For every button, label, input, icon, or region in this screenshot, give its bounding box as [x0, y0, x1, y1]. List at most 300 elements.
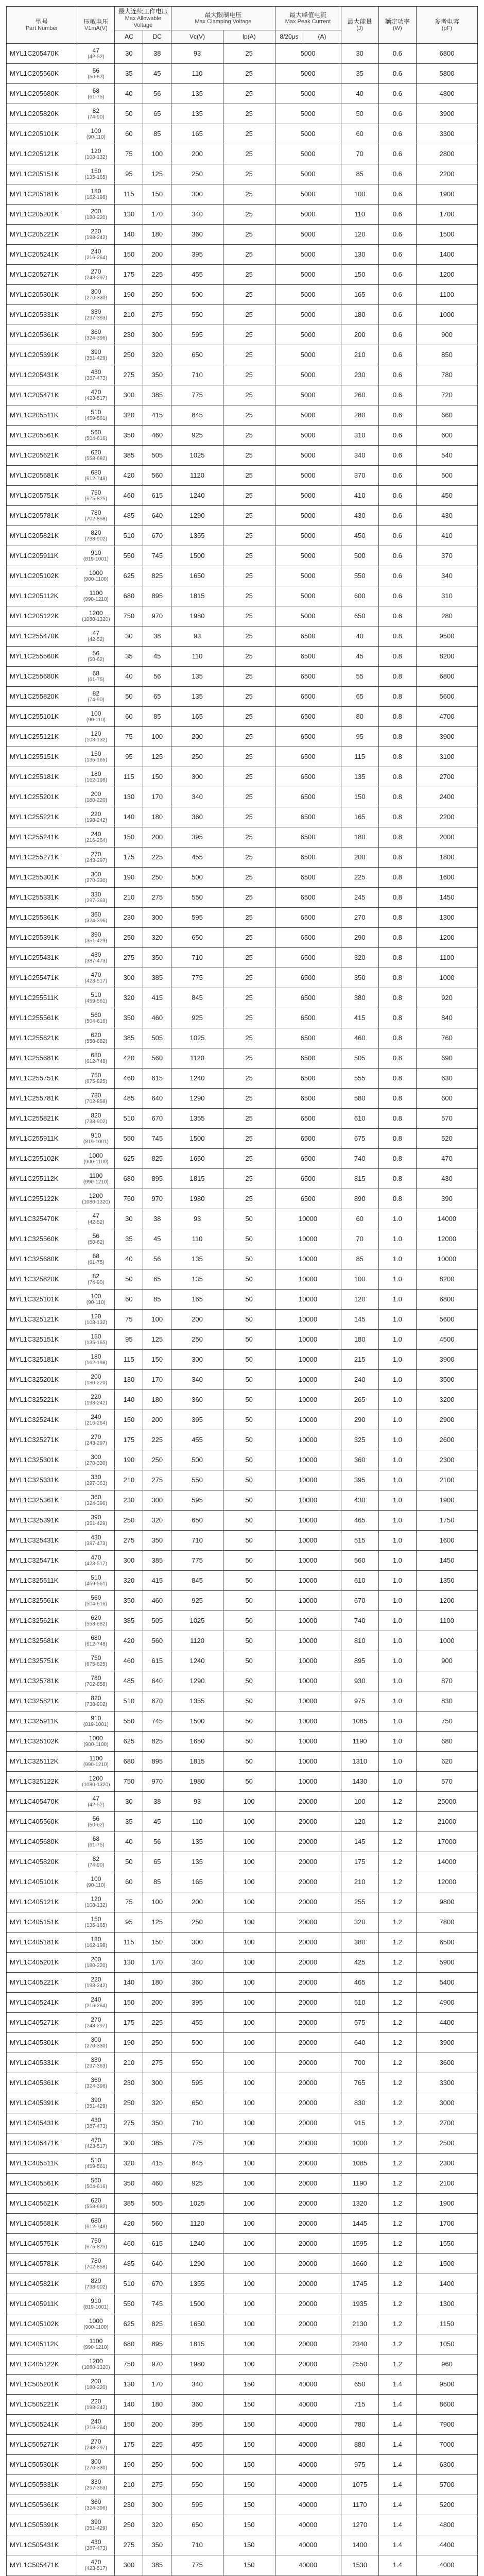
cell-ip: 150: [223, 2395, 275, 2415]
cell-part: MYL1C205271K: [7, 265, 77, 285]
cell-capacitance: 4500: [416, 1330, 477, 1350]
varistor-voltage-range: (243-297): [84, 275, 108, 281]
cell-varistor-voltage: [77, 1752, 115, 1772]
cell-ip: 100: [223, 1832, 275, 1852]
cell-vc: 93: [171, 1209, 223, 1229]
cell-ac: 385: [115, 1028, 143, 1048]
table-row: [7, 44, 478, 64]
cell-ip: 25: [223, 64, 275, 84]
varistor-voltage-value: 180: [91, 770, 101, 777]
cell-surge: 5000: [275, 285, 341, 305]
varistor-voltage-value: 470: [91, 971, 101, 978]
cell-energy: 270: [341, 908, 378, 928]
cell-dc: 56: [143, 1832, 171, 1852]
cell-energy: 180: [341, 1330, 378, 1350]
cell-varistor-voltage: [77, 1691, 115, 1711]
cell-power: 0.6: [378, 586, 416, 606]
varistor-voltage-range: (324-396): [84, 335, 108, 342]
cell-part: MYL1C255221K: [7, 807, 77, 827]
table-row: [7, 1651, 478, 1671]
cell-power: 0.6: [378, 225, 416, 245]
cell-power: 1.2: [378, 2194, 416, 2214]
cell-vc: 1025: [171, 446, 223, 466]
cell-part: MYL1C505241K: [7, 2415, 77, 2435]
cell-power: 0.8: [378, 727, 416, 747]
varistor-voltage-range: (387-473): [84, 958, 108, 964]
cell-varistor-voltage: [77, 1450, 115, 1470]
cell-capacitance: 9800: [416, 1892, 477, 1912]
cell-part: MYL1C255681K: [7, 1048, 77, 1069]
cell-varistor-voltage: [77, 345, 115, 365]
cell-energy: 2340: [341, 2334, 378, 2354]
varistor-voltage-value: 470: [91, 388, 101, 396]
cell-surge: 6500: [275, 1069, 341, 1089]
varistor-voltage-value: 910: [91, 2297, 101, 2304]
varistor-voltage-range: (61-75): [88, 94, 105, 100]
cell-capacitance: 6800: [416, 667, 477, 687]
cell-varistor-voltage: [77, 1008, 115, 1028]
cell-ac: 625: [115, 2314, 143, 2334]
cell-varistor-voltage: [77, 1812, 115, 1832]
cell-surge: 6500: [275, 848, 341, 868]
cell-power: 1.4: [378, 2475, 416, 2495]
table-row: [7, 1149, 478, 1169]
cell-ip: 50: [223, 1611, 275, 1631]
varistor-voltage-range: (459-561): [84, 416, 108, 422]
cell-capacitance: 600: [416, 426, 477, 446]
cell-surge: 5000: [275, 486, 341, 506]
varistor-voltage-range: (270-330): [84, 2043, 108, 2049]
table-row: [7, 285, 478, 305]
cell-ip: 100: [223, 1812, 275, 1832]
cell-vc: 455: [171, 848, 223, 868]
table-row: [7, 2013, 478, 2033]
cell-dc: 560: [143, 2214, 171, 2234]
cell-ac: 485: [115, 506, 143, 526]
cell-part: MYL1C205681K: [7, 466, 77, 486]
cell-dc: 670: [143, 1109, 171, 1129]
cell-part: MYL1C405331K: [7, 2053, 77, 2073]
cell-vc: 360: [171, 1973, 223, 1993]
cell-surge: 6500: [275, 747, 341, 767]
cell-power: 0.8: [378, 1069, 416, 1089]
cell-dc: 56: [143, 1249, 171, 1269]
cell-varistor-voltage: [77, 2073, 115, 2093]
cell-energy: 40: [341, 84, 378, 104]
cell-capacitance: 840: [416, 1008, 477, 1028]
cell-varistor-voltage: [77, 1370, 115, 1390]
table-row: [7, 1732, 478, 1752]
cell-ip: 100: [223, 2314, 275, 2334]
cell-vc: 1980: [171, 606, 223, 626]
cell-vc: 1290: [171, 2254, 223, 2274]
cell-varistor-voltage: [77, 1993, 115, 2013]
cell-capacitance: 5900: [416, 1953, 477, 1973]
cell-varistor-voltage: [77, 1089, 115, 1109]
cell-varistor-voltage: [77, 2375, 115, 2395]
varistor-voltage-range: (74-90): [88, 114, 105, 121]
cell-surge: 20000: [275, 1812, 341, 1832]
cell-ac: 130: [115, 787, 143, 807]
cell-dc: 45: [143, 1812, 171, 1832]
varistor-voltage-value: 1200: [89, 609, 103, 617]
cell-power: 0.6: [378, 426, 416, 446]
cell-vc: 360: [171, 807, 223, 827]
cell-ac: 140: [115, 2395, 143, 2415]
varistor-voltage-range: (74-90): [88, 1280, 105, 1286]
varistor-voltage-value: 910: [91, 1131, 101, 1139]
cell-varistor-voltage: [77, 1611, 115, 1631]
cell-capacitance: 500: [416, 466, 477, 486]
cell-energy: 165: [341, 285, 378, 305]
cell-varistor-voltage: [77, 305, 115, 325]
varistor-voltage-range: (135-165): [84, 757, 108, 764]
cell-ac: 680: [115, 1169, 143, 1189]
varistor-voltage-value: 1000: [89, 569, 103, 577]
cell-surge: 5000: [275, 84, 341, 104]
cell-part: MYL1C405241K: [7, 1993, 77, 2013]
cell-surge: 20000: [275, 1973, 341, 1993]
cell-varistor-voltage: [77, 2535, 115, 2555]
varistor-voltage-range: (702-858): [84, 516, 108, 522]
cell-energy: 130: [341, 245, 378, 265]
cell-part: MYL1C205680K: [7, 84, 77, 104]
cell-ip: 50: [223, 1249, 275, 1269]
cell-ac: 175: [115, 848, 143, 868]
cell-part: MYL1C405221K: [7, 1973, 77, 1993]
cell-power: 1.0: [378, 1330, 416, 1350]
varistor-voltage-value: 120: [91, 730, 101, 737]
table-row: [7, 1591, 478, 1611]
cell-ip: 25: [223, 124, 275, 144]
cell-capacitance: 8200: [416, 647, 477, 667]
cell-ip: 50: [223, 1571, 275, 1591]
cell-power: 0.8: [378, 868, 416, 888]
cell-ac: 485: [115, 1671, 143, 1691]
cell-energy: 600: [341, 586, 378, 606]
varistor-voltage-range: (270-330): [84, 295, 108, 301]
cell-capacitance: 3200: [416, 1390, 477, 1410]
cell-vc: 360: [171, 225, 223, 245]
cell-ac: 140: [115, 225, 143, 245]
cell-surge: 10000: [275, 1732, 341, 1752]
varistor-voltage-range: (738-902): [84, 1119, 108, 1125]
cell-part: MYL1C205561K: [7, 426, 77, 446]
cell-ip: 25: [223, 225, 275, 245]
varistor-voltage-value: 1100: [89, 1754, 103, 1762]
cell-energy: 1530: [341, 2555, 378, 2575]
cell-energy: 675: [341, 1129, 378, 1149]
varistor-voltage-range: (612-748): [84, 476, 108, 482]
table-row: [7, 1812, 478, 1832]
table-row: [7, 144, 478, 164]
cell-ip: 50: [223, 1490, 275, 1511]
cell-power: 0.6: [378, 205, 416, 225]
table-row: [7, 1953, 478, 1973]
varistor-voltage-value: 510: [91, 1573, 101, 1581]
cell-dc: 745: [143, 2294, 171, 2314]
cell-ac: 40: [115, 667, 143, 687]
cell-varistor-voltage: [77, 2274, 115, 2294]
table-row: [7, 225, 478, 245]
table-row: [7, 1631, 478, 1651]
cell-ac: 140: [115, 1973, 143, 1993]
cell-vc: 650: [171, 345, 223, 365]
varistor-voltage-range: (74-90): [88, 1862, 105, 1869]
cell-ip: 25: [223, 1089, 275, 1109]
cell-vc: 1355: [171, 1109, 223, 1129]
cell-energy: 650: [341, 2375, 378, 2395]
cell-power: 1.4: [378, 2375, 416, 2395]
cell-dc: 385: [143, 2133, 171, 2154]
cell-vc: 550: [171, 2053, 223, 2073]
cell-part: MYL1C405821K: [7, 2274, 77, 2294]
cell-varistor-voltage: [77, 1028, 115, 1048]
varistor-voltage-range: (74-90): [88, 697, 105, 703]
cell-part: MYL1C205301K: [7, 285, 77, 305]
cell-vc: 595: [171, 2073, 223, 2093]
varistor-voltage-range: (243-297): [84, 2023, 108, 2029]
varistor-voltage-value: 510: [91, 991, 101, 998]
cell-vc: 300: [171, 1933, 223, 1953]
cell-energy: 225: [341, 868, 378, 888]
cell-power: 1.0: [378, 1511, 416, 1531]
cell-varistor-voltage: [77, 1832, 115, 1852]
varistor-voltage-range: (270-330): [84, 2465, 108, 2471]
cell-vc: 250: [171, 1330, 223, 1350]
varistor-voltage-range: (819-1001): [83, 2304, 109, 2311]
cell-energy: 120: [341, 1290, 378, 1310]
cell-vc: 1355: [171, 1691, 223, 1711]
table-row: [7, 606, 478, 626]
varistor-voltage-range: (198-242): [84, 1400, 108, 1406]
cell-surge: 5000: [275, 164, 341, 184]
cell-ac: 175: [115, 1430, 143, 1450]
cell-ip: 25: [223, 687, 275, 707]
cell-ac: 210: [115, 1470, 143, 1490]
cell-power: 0.6: [378, 405, 416, 426]
cell-part: MYL1C255102K: [7, 1149, 77, 1169]
cell-surge: 6500: [275, 727, 341, 747]
cell-dc: 125: [143, 1912, 171, 1933]
cell-ac: 485: [115, 1089, 143, 1109]
cell-capacitance: 2400: [416, 787, 477, 807]
table-row: [7, 1430, 478, 1450]
table-row: [7, 2415, 478, 2435]
table-row: [7, 1551, 478, 1571]
cell-capacitance: 4800: [416, 2515, 477, 2535]
cell-part: MYL1C405121K: [7, 1892, 77, 1912]
varistor-voltage-value: 360: [91, 910, 101, 918]
cell-varistor-voltage: [77, 1109, 115, 1129]
cell-energy: 815: [341, 1169, 378, 1189]
cell-varistor-voltage: [77, 908, 115, 928]
varistor-voltage-range: (108-132): [84, 737, 108, 743]
cell-dc: 460: [143, 426, 171, 446]
cell-part: MYL1C325361K: [7, 1490, 77, 1511]
table-row: [7, 1229, 478, 1249]
varistor-voltage-range: (387-473): [84, 2124, 108, 2130]
cell-ac: 250: [115, 2093, 143, 2113]
cell-varistor-voltage: [77, 2555, 115, 2575]
cell-surge: 10000: [275, 1752, 341, 1772]
cell-capacitance: 5800: [416, 64, 477, 84]
cell-vc: 135: [171, 104, 223, 124]
cell-energy: 740: [341, 1149, 378, 1169]
cell-varistor-voltage: [77, 365, 115, 385]
cell-capacitance: 5600: [416, 1310, 477, 1330]
cell-capacitance: 25000: [416, 1792, 477, 1812]
cell-part: MYL1C205151K: [7, 164, 77, 184]
cell-surge: 6500: [275, 707, 341, 727]
cell-part: MYL1C255101K: [7, 707, 77, 727]
cell-capacitance: 1100: [416, 1611, 477, 1631]
cell-power: 0.8: [378, 848, 416, 868]
cell-capacitance: 2500: [416, 2133, 477, 2154]
cell-varistor-voltage: [77, 1229, 115, 1249]
cell-vc: 395: [171, 245, 223, 265]
cell-part: MYL1C405680K: [7, 1832, 77, 1852]
cell-capacitance: 12000: [416, 1872, 477, 1892]
cell-dc: 745: [143, 546, 171, 566]
table-row: [7, 586, 478, 606]
varistor-voltage-range: (135-165): [84, 1923, 108, 1929]
cell-ip: 50: [223, 1531, 275, 1551]
header-capacitance: 参考电容 (pF): [416, 7, 477, 44]
table-row: [7, 1752, 478, 1772]
varistor-voltage-value: 560: [91, 1594, 101, 1601]
cell-dc: 825: [143, 1732, 171, 1752]
cell-ip: 25: [223, 1169, 275, 1189]
cell-capacitance: 1700: [416, 205, 477, 225]
cell-surge: 10000: [275, 1511, 341, 1531]
cell-power: 1.0: [378, 1732, 416, 1752]
cell-energy: 120: [341, 1812, 378, 1832]
varistor-voltage-value: 750: [91, 1654, 101, 1662]
cell-dc: 225: [143, 848, 171, 868]
cell-capacitance: 8600: [416, 2395, 477, 2415]
varistor-voltage-range: (612-748): [84, 1641, 108, 1648]
varistor-voltage-value: 240: [91, 830, 101, 838]
varistor-voltage-range: (297-363): [84, 1481, 108, 1487]
cell-ip: 25: [223, 968, 275, 988]
varistor-voltage-value: 780: [91, 1091, 101, 1099]
cell-varistor-voltage: [77, 787, 115, 807]
cell-ac: 60: [115, 1872, 143, 1892]
varistor-voltage-range: (180-220): [84, 215, 108, 221]
cell-part: MYL1C205331K: [7, 305, 77, 325]
cell-ac: 175: [115, 265, 143, 285]
cell-part: MYL1C205781K: [7, 506, 77, 526]
varistor-voltage-value: 680: [91, 2216, 101, 2224]
cell-part: MYL1C325102K: [7, 1732, 77, 1752]
cell-energy: 135: [341, 767, 378, 787]
cell-part: MYL1C405301K: [7, 2033, 77, 2053]
cell-ac: 50: [115, 687, 143, 707]
varistor-voltage-value: 300: [91, 870, 101, 878]
cell-power: 0.8: [378, 1189, 416, 1209]
cell-varistor-voltage: [77, 2113, 115, 2133]
table-row: [7, 908, 478, 928]
table-row: [7, 265, 478, 285]
varistor-voltage-range: (198-242): [84, 2405, 108, 2411]
table-row: [7, 1269, 478, 1290]
cell-vc: 775: [171, 2555, 223, 2575]
varistor-voltage-value: 240: [91, 1995, 101, 2003]
varistor-voltage-range: (90-110): [86, 1883, 106, 1889]
cell-ip: 25: [223, 466, 275, 486]
cell-ip: 100: [223, 1872, 275, 1892]
cell-power: 1.2: [378, 2154, 416, 2174]
cell-surge: 40000: [275, 2515, 341, 2535]
cell-varistor-voltage: [77, 285, 115, 305]
varistor-voltage-value: 220: [91, 810, 101, 818]
cell-ip: 25: [223, 305, 275, 325]
cell-ac: 210: [115, 888, 143, 908]
cell-part: MYL1C205751K: [7, 486, 77, 506]
varistor-voltage-range: (270-330): [84, 878, 108, 884]
varistor-voltage-value: 1200: [89, 2357, 103, 2365]
cell-capacitance: 2700: [416, 2113, 477, 2133]
table-row: [7, 245, 478, 265]
cell-vc: 1650: [171, 2314, 223, 2334]
cell-power: 0.6: [378, 164, 416, 184]
cell-ip: 50: [223, 1511, 275, 1531]
cell-varistor-voltage: [77, 928, 115, 948]
cell-capacitance: 1200: [416, 928, 477, 948]
cell-surge: 10000: [275, 1551, 341, 1571]
varistor-voltage-value: 620: [91, 1031, 101, 1039]
table-row: [7, 2174, 478, 2194]
cell-ac: 30: [115, 44, 143, 64]
cell-dc: 170: [143, 1370, 171, 1390]
cell-dc: 275: [143, 305, 171, 325]
cell-ip: 25: [223, 546, 275, 566]
table-row: [7, 1772, 478, 1792]
table-row: [7, 1209, 478, 1229]
cell-power: 1.2: [378, 2234, 416, 2254]
cell-ip: 100: [223, 1912, 275, 1933]
cell-surge: 5000: [275, 124, 341, 144]
varistor-voltage-value: 430: [91, 368, 101, 376]
table-row: [7, 807, 478, 827]
cell-surge: 10000: [275, 1209, 341, 1229]
cell-ac: 350: [115, 1591, 143, 1611]
cell-ac: 130: [115, 1953, 143, 1973]
cell-capacitance: 1350: [416, 1571, 477, 1591]
varistor-voltage-range: (351-429): [84, 1521, 108, 1527]
cell-ip: 25: [223, 405, 275, 426]
cell-varistor-voltage: [77, 325, 115, 345]
table-row: [7, 1310, 478, 1330]
cell-capacitance: 340: [416, 566, 477, 586]
cell-energy: 165: [341, 807, 378, 827]
cell-dc: 300: [143, 1490, 171, 1511]
cell-energy: 1190: [341, 1732, 378, 1752]
varistor-voltage-range: (819-1001): [83, 556, 109, 563]
cell-surge: 40000: [275, 2415, 341, 2435]
cell-ip: 25: [223, 767, 275, 787]
varistor-voltage-value: 120: [91, 1312, 101, 1320]
varistor-voltage-range: (459-561): [84, 2164, 108, 2170]
cell-varistor-voltage: [77, 64, 115, 84]
table-row: [7, 787, 478, 807]
varistor-voltage-range: (675-825): [84, 496, 108, 502]
cell-ac: 420: [115, 1048, 143, 1069]
varistor-voltage-value: 150: [91, 167, 101, 175]
cell-surge: 5000: [275, 426, 341, 446]
cell-energy: 180: [341, 305, 378, 325]
